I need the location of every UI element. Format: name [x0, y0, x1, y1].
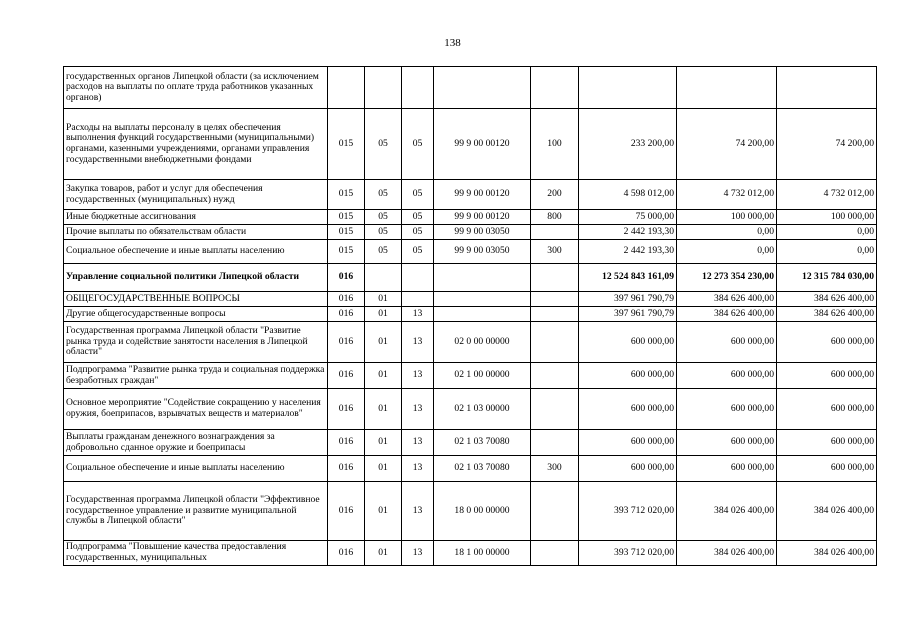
target-article-cell: 02 1 03 00000 — [434, 389, 531, 430]
ministry-code-cell: 016 — [328, 430, 365, 456]
section-code-cell: 01 — [365, 292, 402, 307]
amount-year3-cell: 600 000,00 — [777, 456, 877, 482]
row-name-cell: Выплаты гражданам денежного вознаграждения за добровольно сданное оружие и боеприпасы — [64, 430, 328, 456]
expense-type-cell: 100 — [531, 109, 579, 180]
amount-year3-cell: 600 000,00 — [777, 363, 877, 389]
table-row — [64, 363, 877, 389]
page-number: 138 — [444, 37, 461, 49]
amount-year1-cell: 600 000,00 — [579, 322, 677, 363]
amount-year3-cell: 600 000,00 — [777, 322, 877, 363]
target-article-cell: 02 1 03 70080 — [434, 430, 531, 456]
expense-type-cell — [531, 225, 579, 240]
amount-year2-cell: 600 000,00 — [677, 456, 777, 482]
section-code-cell: 05 — [365, 210, 402, 225]
row-name-cell: ОБЩЕГОСУДАРСТВЕННЫЕ ВОПРОСЫ — [64, 292, 328, 307]
row-name-cell: Социальное обеспечение и иные выплаты населению — [64, 456, 328, 482]
section-code-cell: 05 — [365, 225, 402, 240]
subsection-code-cell: 13 — [402, 322, 434, 363]
amount-year3-cell: 384 626 400,00 — [777, 307, 877, 322]
section-code-cell: 05 — [365, 180, 402, 210]
amount-year1-cell: 397 961 790,79 — [579, 292, 677, 307]
expense-type-cell — [531, 307, 579, 322]
section-code-cell — [365, 264, 402, 292]
amount-year2-cell: 600 000,00 — [677, 430, 777, 456]
table-row — [64, 292, 877, 307]
budget-table — [63, 66, 877, 566]
amount-year2-cell: 384 626 400,00 — [677, 307, 777, 322]
row-name-cell: Управление социальной политики Липецкой области — [64, 264, 328, 292]
target-article-cell: 99 9 00 00120 — [434, 180, 531, 210]
expense-type-cell — [531, 67, 579, 109]
subsection-code-cell: 13 — [402, 363, 434, 389]
amount-year2-cell: 600 000,00 — [677, 389, 777, 430]
amount-year2-cell: 4 732 012,00 — [677, 180, 777, 210]
amount-year3-cell: 384 026 400,00 — [777, 482, 877, 541]
subsection-code-cell: 13 — [402, 482, 434, 541]
expense-type-cell — [531, 264, 579, 292]
ministry-code-cell: 015 — [328, 240, 365, 264]
amount-year3-cell: 0,00 — [777, 225, 877, 240]
amount-year2-cell: 384 626 400,00 — [677, 292, 777, 307]
table-row — [64, 322, 877, 363]
amount-year1-cell: 600 000,00 — [579, 430, 677, 456]
subsection-code-cell: 13 — [402, 307, 434, 322]
row-name-cell: Прочие выплаты по обязательствам области — [64, 225, 328, 240]
table-row — [64, 307, 877, 322]
row-name-cell: Социальное обеспечение и иные выплаты населению — [64, 240, 328, 264]
amount-year3-cell: 384 026 400,00 — [777, 541, 877, 566]
expense-type-cell: 200 — [531, 180, 579, 210]
ministry-code-cell — [328, 67, 365, 109]
amount-year2-cell: 384 026 400,00 — [677, 482, 777, 541]
ministry-code-cell: 016 — [328, 541, 365, 566]
table-row — [64, 264, 877, 292]
table-row — [64, 482, 877, 541]
amount-year1-cell: 75 000,00 — [579, 210, 677, 225]
subsection-code-cell — [402, 292, 434, 307]
row-name-cell: государственных органов Липецкой области (за исключением расходов на выплаты по оплате труда работников указанных органов) — [64, 67, 328, 109]
subsection-code-cell: 13 — [402, 389, 434, 430]
amount-year3-cell: 12 315 784 030,00 — [777, 264, 877, 292]
table-row — [64, 210, 877, 225]
amount-year3-cell — [777, 67, 877, 109]
table-row — [64, 180, 877, 210]
amount-year3-cell: 384 626 400,00 — [777, 292, 877, 307]
table-row — [64, 430, 877, 456]
amount-year1-cell: 600 000,00 — [579, 389, 677, 430]
expense-type-cell — [531, 541, 579, 566]
target-article-cell — [434, 264, 531, 292]
amount-year1-cell: 2 442 193,30 — [579, 225, 677, 240]
table-row — [64, 389, 877, 430]
section-code-cell — [365, 67, 402, 109]
amount-year2-cell: 100 000,00 — [677, 210, 777, 225]
subsection-code-cell: 05 — [402, 240, 434, 264]
subsection-code-cell — [402, 67, 434, 109]
amount-year2-cell: 600 000,00 — [677, 322, 777, 363]
amount-year2-cell: 12 273 354 230,00 — [677, 264, 777, 292]
row-name-cell: Иные бюджетные ассигнования — [64, 210, 328, 225]
section-code-cell: 01 — [365, 541, 402, 566]
target-article-cell: 02 1 03 70080 — [434, 456, 531, 482]
ministry-code-cell: 016 — [328, 482, 365, 541]
expense-type-cell: 300 — [531, 240, 579, 264]
amount-year2-cell: 600 000,00 — [677, 363, 777, 389]
subsection-code-cell — [402, 264, 434, 292]
subsection-code-cell: 05 — [402, 210, 434, 225]
amount-year1-cell: 393 712 020,00 — [579, 541, 677, 566]
section-code-cell: 01 — [365, 430, 402, 456]
amount-year1-cell: 233 200,00 — [579, 109, 677, 180]
table-row — [64, 240, 877, 264]
amount-year2-cell: 384 026 400,00 — [677, 541, 777, 566]
section-code-cell: 01 — [365, 456, 402, 482]
table-row — [64, 225, 877, 240]
amount-year3-cell: 600 000,00 — [777, 389, 877, 430]
ministry-code-cell: 015 — [328, 225, 365, 240]
target-article-cell: 18 1 00 00000 — [434, 541, 531, 566]
target-article-cell: 02 0 00 00000 — [434, 322, 531, 363]
ministry-code-cell: 015 — [328, 210, 365, 225]
table-row — [64, 541, 877, 566]
ministry-code-cell: 015 — [328, 180, 365, 210]
expense-type-cell: 800 — [531, 210, 579, 225]
row-name-cell: Подпрограмма "Развитие рынка труда и социальная поддержка безработных граждан" — [64, 363, 328, 389]
target-article-cell: 99 9 00 00120 — [434, 210, 531, 225]
target-article-cell — [434, 67, 531, 109]
row-name-cell: Другие общегосударственные вопросы — [64, 307, 328, 322]
row-name-cell: Расходы на выплаты персоналу в целях обеспечения выполнения функций государственными (муниципальными) органами, казенными учреждениями, органами управления государственными внебюджетными фондами — [64, 109, 328, 180]
expense-type-cell: 300 — [531, 456, 579, 482]
section-code-cell: 05 — [365, 240, 402, 264]
amount-year1-cell: 600 000,00 — [579, 456, 677, 482]
section-code-cell: 05 — [365, 109, 402, 180]
ministry-code-cell: 016 — [328, 307, 365, 322]
amount-year3-cell: 4 732 012,00 — [777, 180, 877, 210]
target-article-cell: 99 9 00 00120 — [434, 109, 531, 180]
amount-year1-cell: 2 442 193,30 — [579, 240, 677, 264]
amount-year1-cell: 397 961 790,79 — [579, 307, 677, 322]
amount-year3-cell: 600 000,00 — [777, 430, 877, 456]
table-row — [64, 456, 877, 482]
subsection-code-cell: 05 — [402, 180, 434, 210]
ministry-code-cell: 016 — [328, 264, 365, 292]
target-article-cell — [434, 292, 531, 307]
row-name-cell: Государственная программа Липецкой области "Развитие рынка труда и содействие занятости населения в Липецкой области" — [64, 322, 328, 363]
amount-year1-cell: 12 524 843 161,09 — [579, 264, 677, 292]
amount-year2-cell: 0,00 — [677, 225, 777, 240]
ministry-code-cell: 016 — [328, 322, 365, 363]
ministry-code-cell: 016 — [328, 363, 365, 389]
amount-year3-cell: 100 000,00 — [777, 210, 877, 225]
target-article-cell: 02 1 00 00000 — [434, 363, 531, 389]
section-code-cell: 01 — [365, 482, 402, 541]
row-name-cell: Подпрограмма "Повышение качества предоставления государственных, муниципальных — [64, 541, 328, 566]
amount-year3-cell: 74 200,00 — [777, 109, 877, 180]
amount-year2-cell: 0,00 — [677, 240, 777, 264]
subsection-code-cell: 13 — [402, 456, 434, 482]
table-body — [64, 67, 877, 566]
ministry-code-cell: 016 — [328, 389, 365, 430]
subsection-code-cell: 05 — [402, 225, 434, 240]
target-article-cell: 18 0 00 00000 — [434, 482, 531, 541]
amount-year3-cell: 0,00 — [777, 240, 877, 264]
amount-year1-cell: 393 712 020,00 — [579, 482, 677, 541]
expense-type-cell — [531, 322, 579, 363]
section-code-cell: 01 — [365, 389, 402, 430]
row-name-cell: Основное мероприятие "Содействие сокращению у населения оружия, боеприпасов, взрывчатых веществ и материалов" — [64, 389, 328, 430]
ministry-code-cell: 016 — [328, 292, 365, 307]
table-row — [64, 109, 877, 180]
expense-type-cell — [531, 292, 579, 307]
section-code-cell: 01 — [365, 322, 402, 363]
row-name-cell: Государственная программа Липецкой области "Эффективное государственное управление и развитие муниципальной службы в Липецкой области" — [64, 482, 328, 541]
amount-year1-cell — [579, 67, 677, 109]
section-code-cell: 01 — [365, 363, 402, 389]
subsection-code-cell: 13 — [402, 541, 434, 566]
expense-type-cell — [531, 430, 579, 456]
subsection-code-cell: 13 — [402, 430, 434, 456]
target-article-cell: 99 9 00 03050 — [434, 225, 531, 240]
expense-type-cell — [531, 363, 579, 389]
amount-year2-cell: 74 200,00 — [677, 109, 777, 180]
amount-year2-cell — [677, 67, 777, 109]
expense-type-cell — [531, 482, 579, 541]
subsection-code-cell: 05 — [402, 109, 434, 180]
target-article-cell — [434, 307, 531, 322]
amount-year1-cell: 600 000,00 — [579, 363, 677, 389]
ministry-code-cell: 015 — [328, 109, 365, 180]
row-name-cell: Закупка товаров, работ и услуг для обеспечения государственных (муниципальных) нужд — [64, 180, 328, 210]
table-row — [64, 67, 877, 109]
ministry-code-cell: 016 — [328, 456, 365, 482]
expense-type-cell — [531, 389, 579, 430]
amount-year1-cell: 4 598 012,00 — [579, 180, 677, 210]
section-code-cell: 01 — [365, 307, 402, 322]
target-article-cell: 99 9 00 03050 — [434, 240, 531, 264]
